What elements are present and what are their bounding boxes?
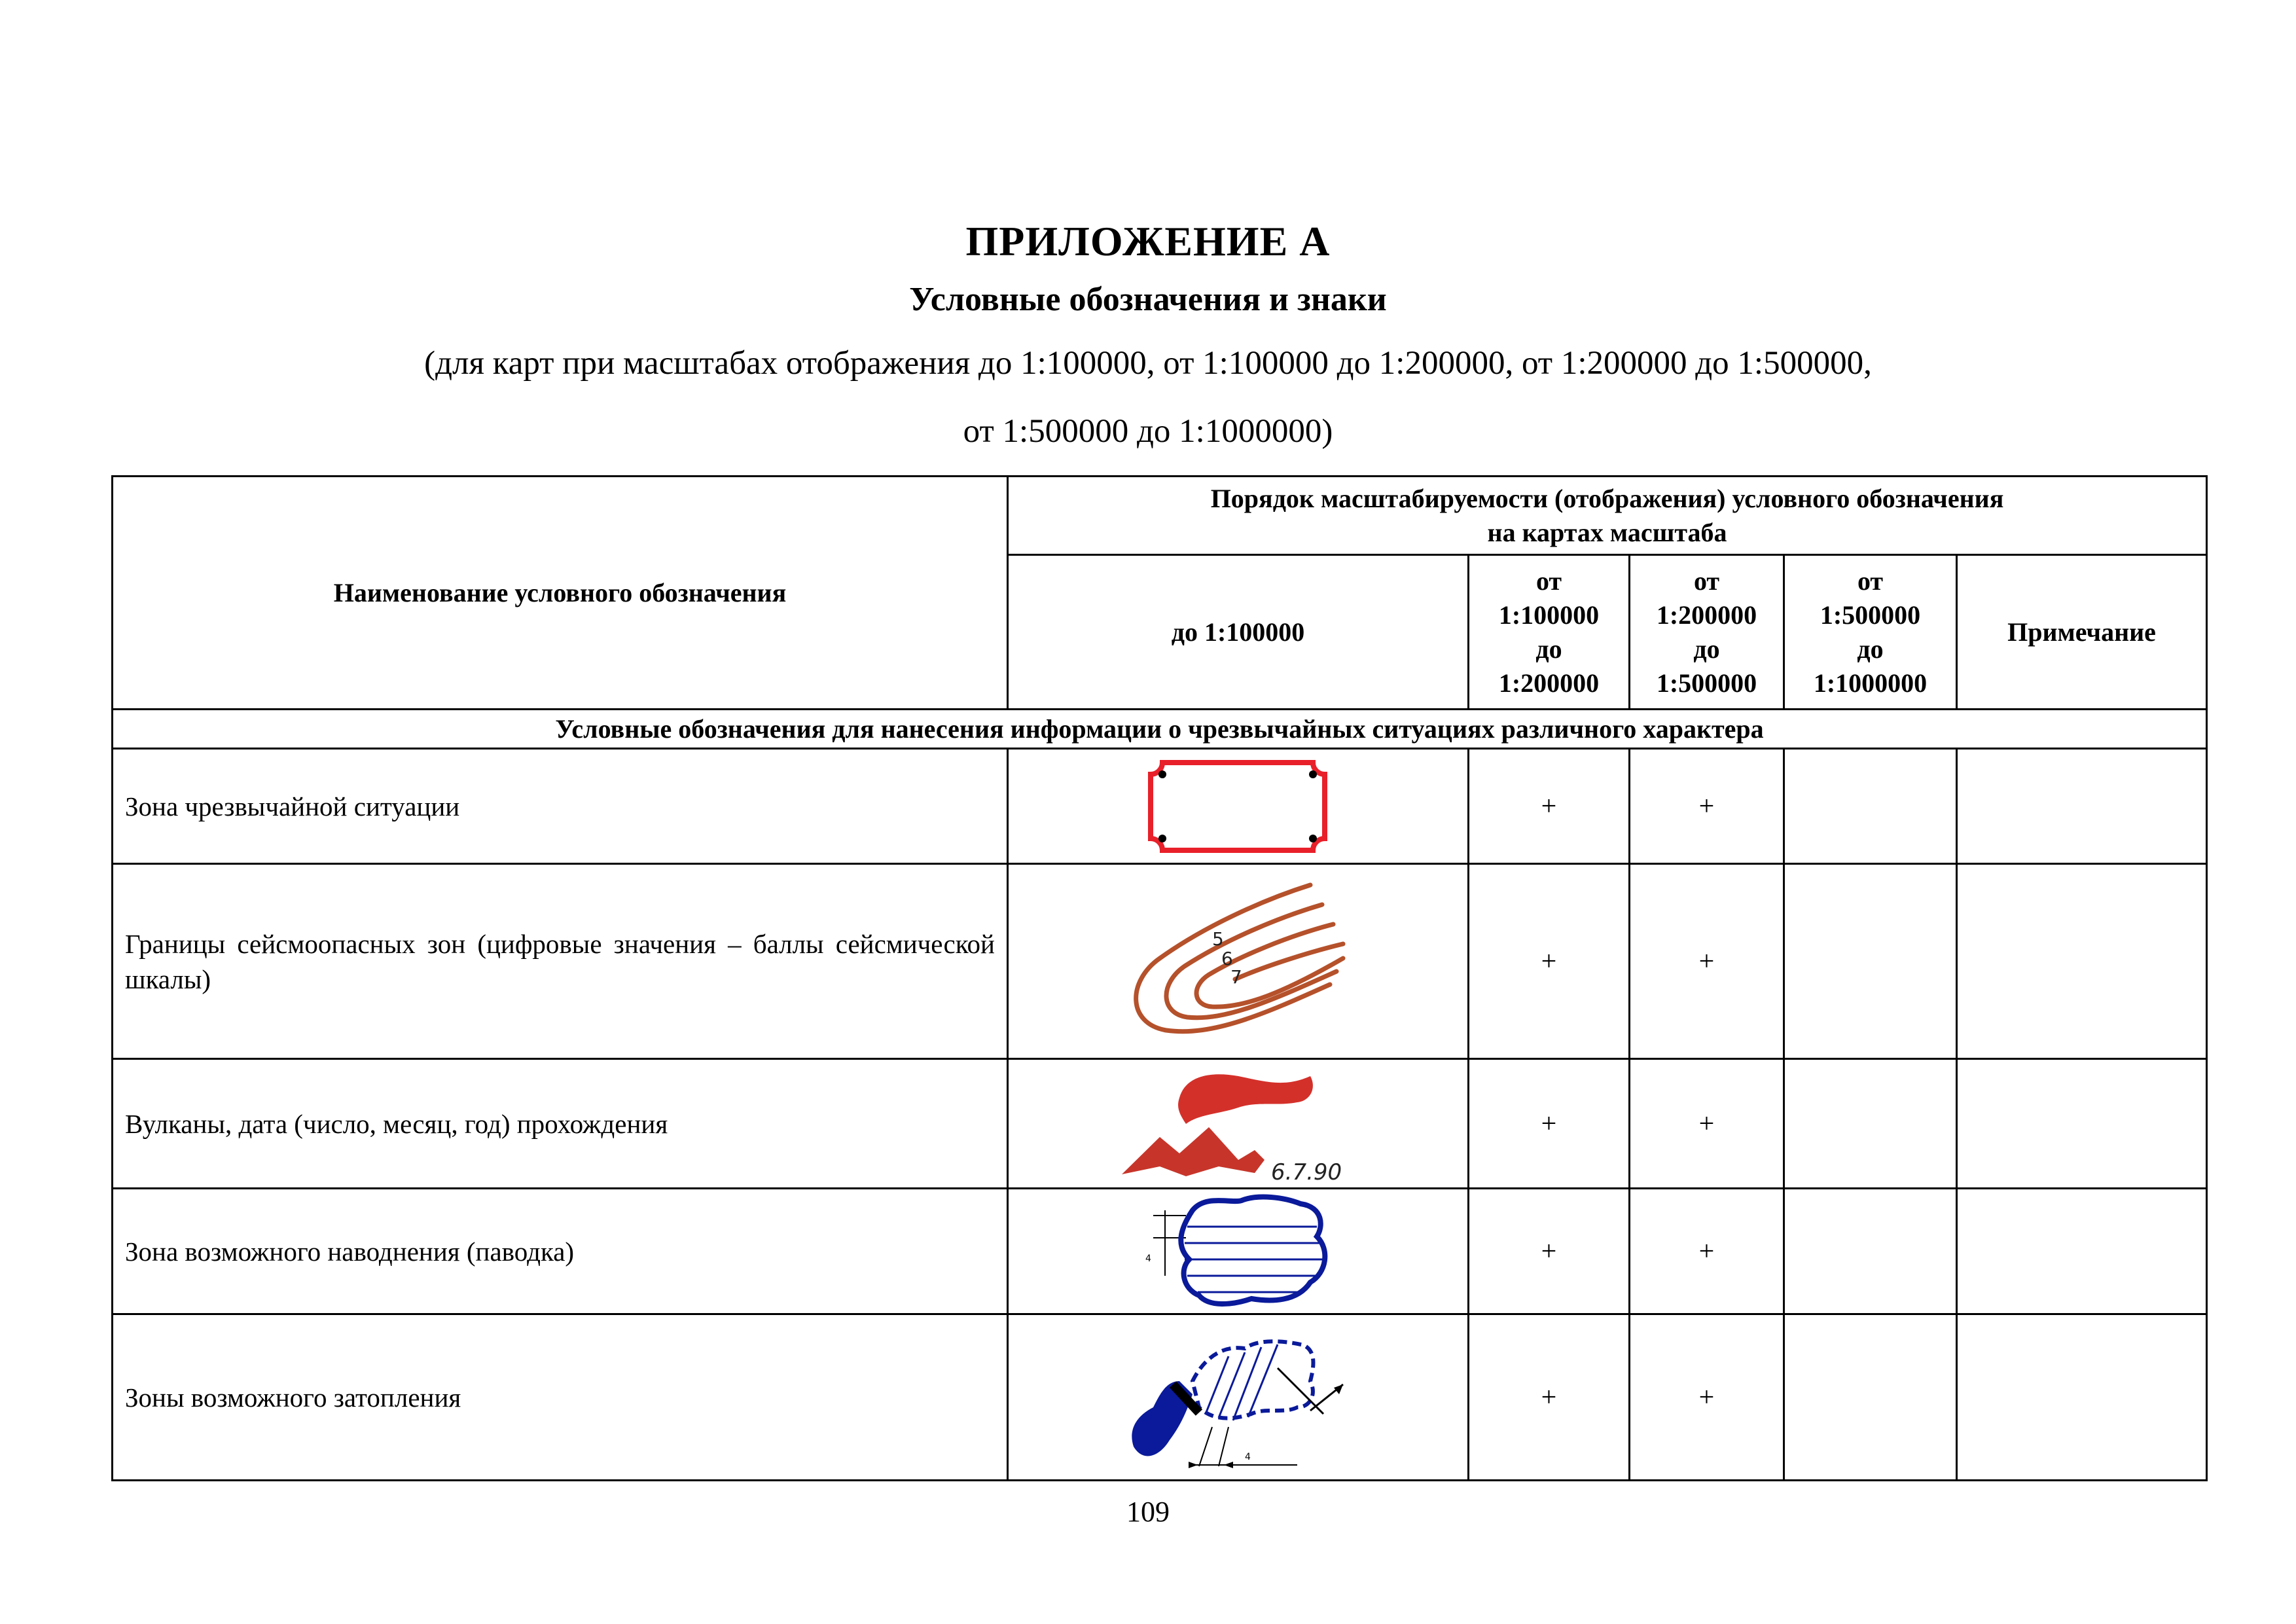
col-group-header bbox=[1008, 477, 2207, 555]
seismic-zone-symbol bbox=[1114, 867, 1363, 1056]
volcano-symbol bbox=[1114, 1062, 1363, 1186]
section-row bbox=[113, 710, 2207, 749]
volcano-date-label: 6.7.90 bbox=[1270, 1159, 1342, 1185]
col-note-header: Примечание bbox=[1957, 555, 2207, 710]
scale4-mark bbox=[1784, 864, 1957, 1059]
symbol-cell bbox=[1008, 1059, 1469, 1189]
scale4-mark bbox=[1784, 1314, 1957, 1481]
table-row bbox=[113, 1189, 2207, 1314]
col-scale2-l3: до bbox=[1535, 634, 1562, 664]
scale3-mark: + bbox=[1630, 1059, 1784, 1189]
col-scale4-l1: от bbox=[1857, 566, 1884, 596]
note-cell bbox=[1957, 749, 2207, 864]
row-name: Зона возможного наводнения (паводка) bbox=[113, 1189, 1008, 1314]
table-row bbox=[113, 749, 2207, 864]
col-scale4-l3: до bbox=[1857, 634, 1884, 664]
col-group-line-2: на картах масштаба bbox=[1487, 517, 1727, 547]
row-name: Зоны возможного затопления bbox=[113, 1314, 1008, 1481]
appendix-title: ПРИЛОЖЕНИЕ А bbox=[965, 218, 1331, 264]
col-scale2-header bbox=[1469, 555, 1630, 710]
col-scale3-l4: 1:500000 bbox=[1656, 668, 1757, 698]
scale4-mark bbox=[1784, 749, 1957, 864]
scales-line-2: от 1:500000 до 1:1000000) bbox=[963, 413, 1333, 450]
scale3-mark: + bbox=[1630, 864, 1784, 1059]
note-cell bbox=[1957, 1059, 2207, 1189]
note-cell bbox=[1957, 1189, 2207, 1314]
scale2-mark: + bbox=[1469, 1314, 1630, 1481]
header-row-1 bbox=[113, 477, 2207, 555]
row-name: Вулканы, дата (число, месяц, год) прохождения bbox=[113, 1059, 1008, 1189]
col-scale4-header bbox=[1784, 555, 1957, 710]
seismic-label-6: 6 bbox=[1221, 947, 1233, 969]
seismic-label-7: 7 bbox=[1230, 965, 1242, 988]
col-scale2-l4: 1:200000 bbox=[1498, 668, 1600, 698]
scale2-mark: + bbox=[1469, 864, 1630, 1059]
seismic-label-5: 5 bbox=[1211, 928, 1224, 950]
scale2-mark: + bbox=[1469, 1059, 1630, 1189]
col-scale3-header bbox=[1630, 555, 1784, 710]
symbol-cell bbox=[1008, 1189, 1469, 1314]
table-row bbox=[113, 1059, 2207, 1189]
inundation-zone-symbol bbox=[1114, 1316, 1363, 1479]
symbol-cell bbox=[1008, 864, 1469, 1059]
scales-line-1: (для карт при масштабах отображения до 1:100000, от 1:100000 до 1:200000, от 1:200000 до 1:500000, bbox=[424, 345, 1872, 382]
scale4-mark bbox=[1784, 1059, 1957, 1189]
symbol-cell bbox=[1008, 1314, 1469, 1481]
col-group-line-1: Порядок масштабируемости (отображения) условного обозначения bbox=[1210, 483, 2004, 513]
col-scale4-l2: 1:500000 bbox=[1820, 600, 1921, 630]
col-scale3-l2: 1:200000 bbox=[1656, 600, 1757, 630]
note-cell bbox=[1957, 1314, 2207, 1481]
col-scale3-l1: от bbox=[1693, 566, 1720, 596]
scale3-mark: + bbox=[1630, 749, 1784, 864]
col-scale3-l3: до bbox=[1693, 634, 1720, 664]
flood-dim-label: 4 bbox=[1145, 1253, 1151, 1264]
col-scale4-l4: 1:1000000 bbox=[1813, 668, 1928, 698]
col-scale2-l2: 1:100000 bbox=[1498, 600, 1600, 630]
row-name: Зона чрезвычайной ситуации bbox=[113, 749, 1008, 864]
flood-zone-symbol bbox=[1127, 1191, 1350, 1312]
scale2-mark: + bbox=[1469, 749, 1630, 864]
symbol-cell bbox=[1008, 749, 1469, 864]
note-cell bbox=[1957, 864, 2207, 1059]
table-row bbox=[113, 1314, 2207, 1481]
scale2-mark: + bbox=[1469, 1189, 1630, 1314]
page-number: 109 bbox=[1126, 1496, 1170, 1528]
col-scale1-header: до 1:100000 bbox=[1008, 555, 1469, 710]
section-title: Условные обозначения для нанесения информации о чрезвычайных ситуациях различного характера bbox=[113, 710, 2207, 749]
scale3-mark: + bbox=[1630, 1314, 1784, 1481]
col-scale2-l1: от bbox=[1535, 566, 1562, 596]
table-row bbox=[113, 864, 2207, 1059]
appendix-subtitle: Условные обозначения и знаки bbox=[909, 281, 1387, 318]
scale3-mark: + bbox=[1630, 1189, 1784, 1314]
inundation-dim-label: 4 bbox=[1244, 1451, 1251, 1462]
emergency-zone-symbol bbox=[1140, 751, 1336, 862]
scale4-mark bbox=[1784, 1189, 1957, 1314]
col-name-header: Наименование условного обозначения bbox=[113, 477, 1008, 710]
symbols-table bbox=[111, 475, 2208, 1481]
row-name: Границы сейсмоопасных зон (цифровые значения – баллы сейсмической шкалы) bbox=[113, 864, 1008, 1059]
